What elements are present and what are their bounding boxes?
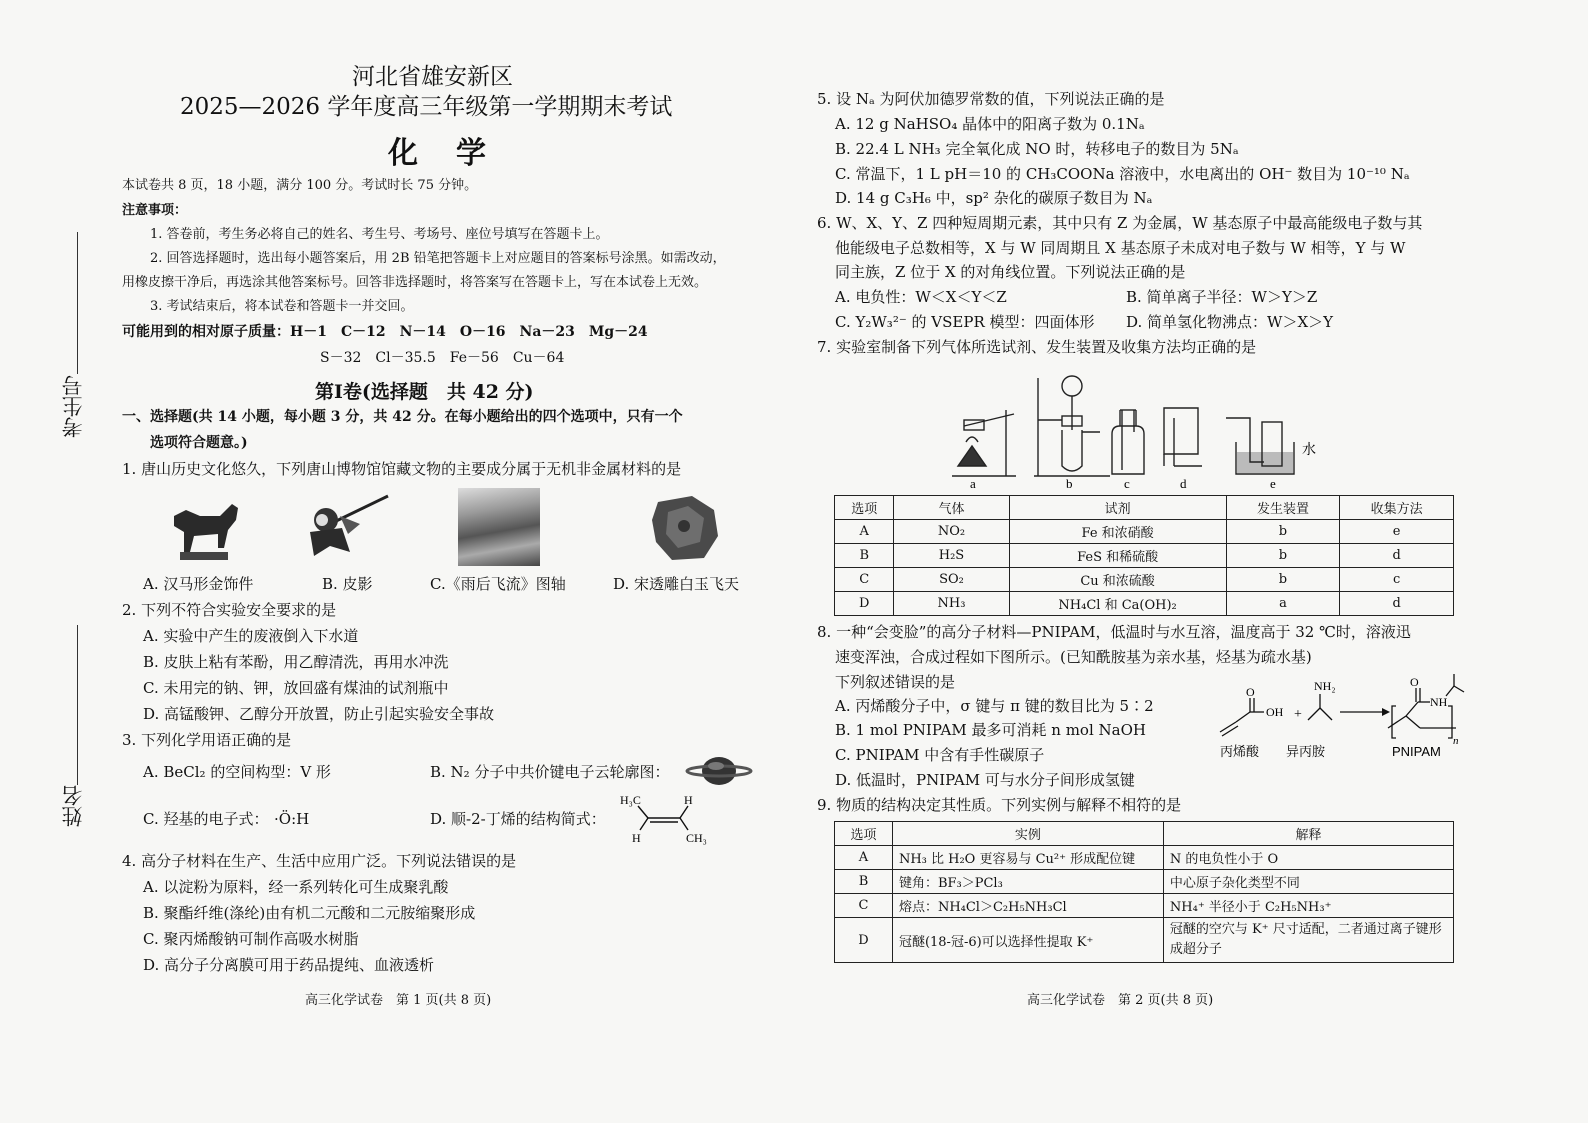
region-title: 河北省雄安新区 bbox=[352, 64, 513, 90]
cell: C bbox=[835, 568, 894, 592]
isopropylamine-structure bbox=[1308, 694, 1332, 720]
q9-table-header bbox=[835, 822, 1454, 846]
painting-scroll-image bbox=[458, 488, 540, 566]
cell: B bbox=[835, 544, 894, 568]
caption-pnipam: PNIPAM bbox=[1392, 744, 1441, 759]
apparatus-b bbox=[1034, 376, 1110, 476]
h-label-left: H bbox=[632, 831, 641, 845]
q8-line-2: 速变浑浊，合成过程如下图所示。(已知酰胺基为亲水基，烃基为疏水基) bbox=[835, 648, 1312, 666]
q3-option-c: C. 羟基的电子式： bbox=[143, 810, 269, 828]
q4-option-b: B. 聚酯纤维(涤纶)由有机二元酸和二元胺缩聚形成 bbox=[143, 904, 476, 922]
atomic-mass-text: 可能用到的相对原子质量：H－1 C－12 N－14 O－16 Na－23 Mg－24 bbox=[122, 324, 648, 340]
q6-option-c: C. Y₂W₃²⁻ 的 VSEPR 模型：四面体形 bbox=[835, 313, 1095, 331]
q6-option-a: A. 电负性：W＜X＜Y＜Z bbox=[835, 288, 1007, 306]
footer-page-2: 高三化学试卷 第 2 页(共 8 页) bbox=[1027, 993, 1214, 1008]
cell: Fe 和浓硝酸 bbox=[1009, 520, 1226, 544]
shadow-puppet-image bbox=[300, 490, 392, 560]
table-row bbox=[835, 544, 1454, 568]
subject-title: 化 学 bbox=[388, 136, 490, 171]
cell: NH₃ 比 H₂O 更容易与 Cu²⁺ 形成配位键 bbox=[892, 846, 1163, 870]
acrylic-o-label: O bbox=[1246, 685, 1255, 699]
gas-apparatus-diagram bbox=[950, 370, 1340, 490]
q3-stem: 3. 下列化学用语正确的是 bbox=[122, 731, 292, 749]
ch3-label: CH₃ bbox=[686, 831, 707, 845]
nh2-label: NH₂ bbox=[1314, 679, 1336, 693]
caption-acrylic-acid: 丙烯酸 bbox=[1220, 744, 1260, 759]
h-label-right: H bbox=[684, 793, 693, 807]
q6-option-b: B. 简单离子半径：W＞Y＞Z bbox=[1126, 288, 1318, 306]
q1-stem: 1. 唐山历史文化悠久，下列唐山博物馆馆藏文物的主要成分属于无机非金属材料的是 bbox=[122, 460, 682, 478]
cell: D bbox=[835, 592, 894, 616]
q8-option-b: B. 1 mol PNIPAM 最多可消耗 n mol NaOH bbox=[835, 721, 1146, 739]
cell: c bbox=[1340, 568, 1454, 592]
label-c: c bbox=[1124, 476, 1130, 491]
cell: N 的电负性小于 O bbox=[1163, 846, 1453, 870]
q5-option-a: A. 12 g NaHSO₄ 晶体中的阳离子数为 0.1Nₐ bbox=[835, 115, 1145, 133]
cell: NH₃ bbox=[894, 592, 1009, 616]
q8-option-d: D. 低温时，PNIPAM 可与水分子间形成氢键 bbox=[835, 771, 1135, 789]
cell: NH₄Cl 和 Ca(OH)₂ bbox=[1009, 592, 1226, 616]
q2-stem: 2. 下列不符合实验安全要求的是 bbox=[122, 601, 337, 619]
cell: d bbox=[1340, 592, 1454, 616]
caption-isopropylamine: 异丙胺 bbox=[1286, 744, 1326, 759]
label-a: a bbox=[970, 476, 976, 491]
pnipam-nh-label: NH bbox=[1430, 695, 1448, 709]
pnipam-n-subscript: n bbox=[1453, 735, 1459, 747]
page-1 bbox=[0, 0, 790, 1123]
q5-option-c: C. 常温下，1 L pH＝10 的 CH₃COONa 溶液中，水电离出的 OH⁻ 数目为 10⁻¹⁰ Nₐ bbox=[835, 165, 1410, 183]
q2-option-a: A. 实验中产生的废液倒入下水道 bbox=[143, 627, 359, 645]
pnipam-synthesis-scheme bbox=[1216, 666, 1466, 766]
q9-stem: 9. 物质的结构决定其性质。下列实例与解释不相符的是 bbox=[817, 796, 1182, 814]
note-1: 1. 答卷前，考生务必将自己的姓名、考生号、考场号、座位号填写在答题卡上。 bbox=[150, 227, 609, 242]
header-cell: 选项 bbox=[835, 496, 894, 520]
header-cell: 实例 bbox=[892, 822, 1163, 846]
q6-line-1: 6. W、X、Y、Z 四种短周期元素，其中只有 Z 为金属，W 基态原子中最高能级电子数与其 bbox=[817, 214, 1423, 232]
header-cell: 收集方法 bbox=[1340, 496, 1454, 520]
q8-option-c: C. PNIPAM 中含有手性碳原子 bbox=[835, 746, 1045, 764]
apparatus-e bbox=[1226, 418, 1294, 474]
cell: d bbox=[1340, 544, 1454, 568]
header-cell: 发生装置 bbox=[1226, 496, 1340, 520]
q3-option-b: B. N₂ 分子中共价键电子云轮廓图： bbox=[430, 763, 670, 781]
page-2 bbox=[790, 0, 1588, 1123]
jade-flying-apsara-image bbox=[648, 492, 720, 564]
section-1-line2: 选项符合题意。) bbox=[150, 435, 248, 451]
acrylic-acid-structure bbox=[1220, 698, 1264, 736]
cell: D bbox=[835, 918, 893, 963]
cell: H₂S bbox=[894, 544, 1009, 568]
intro-text: 本试卷共 8 页，18 小题，满分 100 分。考试时长 75 分钟。 bbox=[122, 178, 478, 193]
q8-line-1: 8. 一种“会变脸”的高分子材料—PNIPAM，低温时与水互溶，温度高于 32 ℃时，溶液迅 bbox=[817, 623, 1411, 641]
q6-line-3: 同主族，Z 位于 X 的对角线位置。下列说法正确的是 bbox=[835, 263, 1186, 281]
q9-table bbox=[834, 821, 1454, 963]
notes-title: 注意事项： bbox=[122, 203, 188, 218]
q5-option-b: B. 22.4 L NH₃ 完全氧化成 NO 时，转移电子的数目为 5Nₐ bbox=[835, 140, 1239, 158]
note-2a: 2. 回答选择题时，选出每小题答案后，用 2B 铅笔把答题卡上对应题目的答案标号涂黑。如需改动， bbox=[150, 251, 726, 266]
q7-stem: 7. 实验室制备下列气体所选试剂、发生装置及收集方法均正确的是 bbox=[817, 338, 1257, 356]
n2-electron-cloud-diagram bbox=[686, 754, 752, 788]
q8-option-a: A. 丙烯酸分子中，σ 键与 π 键的数目比为 5∶2 bbox=[835, 697, 1154, 715]
apparatus-a bbox=[952, 410, 1016, 476]
cell: A bbox=[835, 846, 893, 870]
cell: 冠醚(18-冠-6)可以选择性提取 K⁺ bbox=[892, 918, 1163, 963]
cell: B bbox=[835, 870, 893, 894]
cis-2-butene-structure bbox=[600, 788, 720, 848]
note-3: 3. 考试结束后，将本试卷和答题卡一并交回。 bbox=[150, 299, 414, 314]
apparatus-c bbox=[1112, 410, 1144, 474]
q5-option-d: D. 14 g C₃H₆ 中，sp² 杂化的碳原子数目为 Nₐ bbox=[835, 189, 1153, 207]
cell: 键角：BF₃＞PCl₃ bbox=[892, 870, 1163, 894]
cell: NO₂ bbox=[894, 520, 1009, 544]
q8-line-3: 下列叙述错误的是 bbox=[835, 673, 956, 691]
q4-option-c: C. 聚丙烯酸钠可制作高吸水树脂 bbox=[143, 930, 359, 948]
name-line bbox=[77, 625, 78, 785]
q7-table-header bbox=[835, 496, 1454, 520]
q3-option-d: D. 顺-2-丁烯的结构简式： bbox=[430, 810, 606, 828]
q6-line-2: 他能级电子总数相等，X 与 W 同周期且 X 基态原子未成对电子数与 W 相等，Y 与 W bbox=[835, 239, 1406, 257]
q1-option-b: B. 皮影 bbox=[322, 575, 373, 593]
pnipam-o-label: O bbox=[1410, 675, 1419, 689]
cell: b bbox=[1226, 520, 1340, 544]
plus-sign: + bbox=[1294, 707, 1302, 722]
exam-number-label: 考生号 bbox=[61, 375, 85, 438]
q2-option-b: B. 皮肤上粘有苯酚，用乙醇清洗，再用水冲洗 bbox=[143, 653, 449, 671]
arrow-head bbox=[1382, 708, 1390, 716]
cell: e bbox=[1340, 520, 1454, 544]
label-e: e bbox=[1270, 476, 1276, 491]
section-1-line1: 一、选择题(共 14 小题，每小题 3 分，共 42 分。在每小题给出的四个选项中，只有一个 bbox=[122, 409, 683, 425]
cell: SO₂ bbox=[894, 568, 1009, 592]
cell: b bbox=[1226, 544, 1340, 568]
cell: Cu 和浓硫酸 bbox=[1009, 568, 1226, 592]
pnipam-structure bbox=[1388, 674, 1464, 738]
table-row bbox=[835, 870, 1454, 894]
h3c-label: H₃C bbox=[620, 793, 641, 807]
apparatus-d bbox=[1164, 408, 1202, 466]
cell: b bbox=[1226, 568, 1340, 592]
q4-option-d: D. 高分子分离膜可用于药品提纯、血液透析 bbox=[143, 956, 435, 974]
q3-option-a: A. BeCl₂ 的空间构型：V 形 bbox=[143, 763, 331, 781]
exam-number-line bbox=[77, 232, 78, 374]
exam-title: 2025—2026 学年度高三年级第一学期期末考试 bbox=[180, 94, 673, 120]
atomic-mass-1 bbox=[122, 323, 648, 342]
cell: NH₄⁺ 半径小于 C₂H₅NH₃⁺ bbox=[1163, 894, 1453, 918]
q5-stem: 5. 设 Nₐ 为阿伏加德罗常数的值，下列说法正确的是 bbox=[817, 90, 1165, 108]
header-cell: 气体 bbox=[894, 496, 1009, 520]
water-label: 水 bbox=[1302, 443, 1316, 458]
name-label: 姓名 bbox=[61, 785, 85, 827]
table-row bbox=[835, 520, 1454, 544]
cell: FeS 和稀硫酸 bbox=[1009, 544, 1226, 568]
header-cell: 试剂 bbox=[1009, 496, 1226, 520]
cell: C bbox=[835, 894, 893, 918]
q1-option-d: D. 宋透雕白玉飞天 bbox=[613, 575, 740, 593]
part-1-title: 第Ⅰ卷(选择题 共 42 分) bbox=[315, 381, 534, 403]
header-cell: 解释 bbox=[1163, 822, 1453, 846]
cell: 熔点：NH₄Cl＞C₂H₅NH₃Cl bbox=[892, 894, 1163, 918]
cell: A bbox=[835, 520, 894, 544]
footer-page-1: 高三化学试卷 第 1 页(共 8 页) bbox=[305, 993, 492, 1008]
table-row bbox=[835, 846, 1454, 870]
q4-option-a: A. 以淀粉为原料，经一系列转化可生成聚乳酸 bbox=[143, 878, 449, 896]
q6-option-d: D. 简单氢化物沸点：W＞X＞Y bbox=[1126, 313, 1334, 331]
table-row bbox=[835, 894, 1454, 918]
q2-option-c: C. 未用完的钠、钾，放回盛有煤油的试剂瓶中 bbox=[143, 679, 449, 697]
table-row bbox=[835, 592, 1454, 616]
acrylic-oh-label: OH bbox=[1266, 705, 1284, 719]
hydroxyl-electron-formula: ·Ö:H bbox=[274, 810, 310, 828]
q7-table bbox=[834, 495, 1454, 616]
q2-option-d: D. 高锰酸钾、乙醇分开放置，防止引起实验安全事故 bbox=[143, 705, 495, 723]
label-d: d bbox=[1180, 476, 1187, 491]
horse-artifact-image bbox=[166, 496, 246, 564]
cell: a bbox=[1226, 592, 1340, 616]
q4-stem: 4. 高分子材料在生产、生活中应用广泛。下列说法错误的是 bbox=[122, 852, 517, 870]
header-cell: 选项 bbox=[835, 822, 893, 846]
q1-option-c: C.《雨后飞流》图轴 bbox=[430, 575, 566, 593]
cell: 冠醚的空穴与 K⁺ 尺寸适配，二者通过离子键形成超分子 bbox=[1163, 918, 1453, 963]
atomic-mass-2: S－32 Cl－35.5 Fe－56 Cu－64 bbox=[320, 350, 565, 366]
cell: 中心原子杂化类型不同 bbox=[1163, 870, 1453, 894]
table-row bbox=[835, 568, 1454, 592]
table-row bbox=[835, 918, 1454, 963]
q1-option-a: A. 汉马形金饰件 bbox=[143, 575, 254, 593]
note-2b: 用橡皮擦干净后，再选涂其他答案标号。回答非选择题时，将答案写在答题卡上，写在本试卷上无效。 bbox=[122, 275, 708, 290]
label-b: b bbox=[1066, 476, 1073, 491]
